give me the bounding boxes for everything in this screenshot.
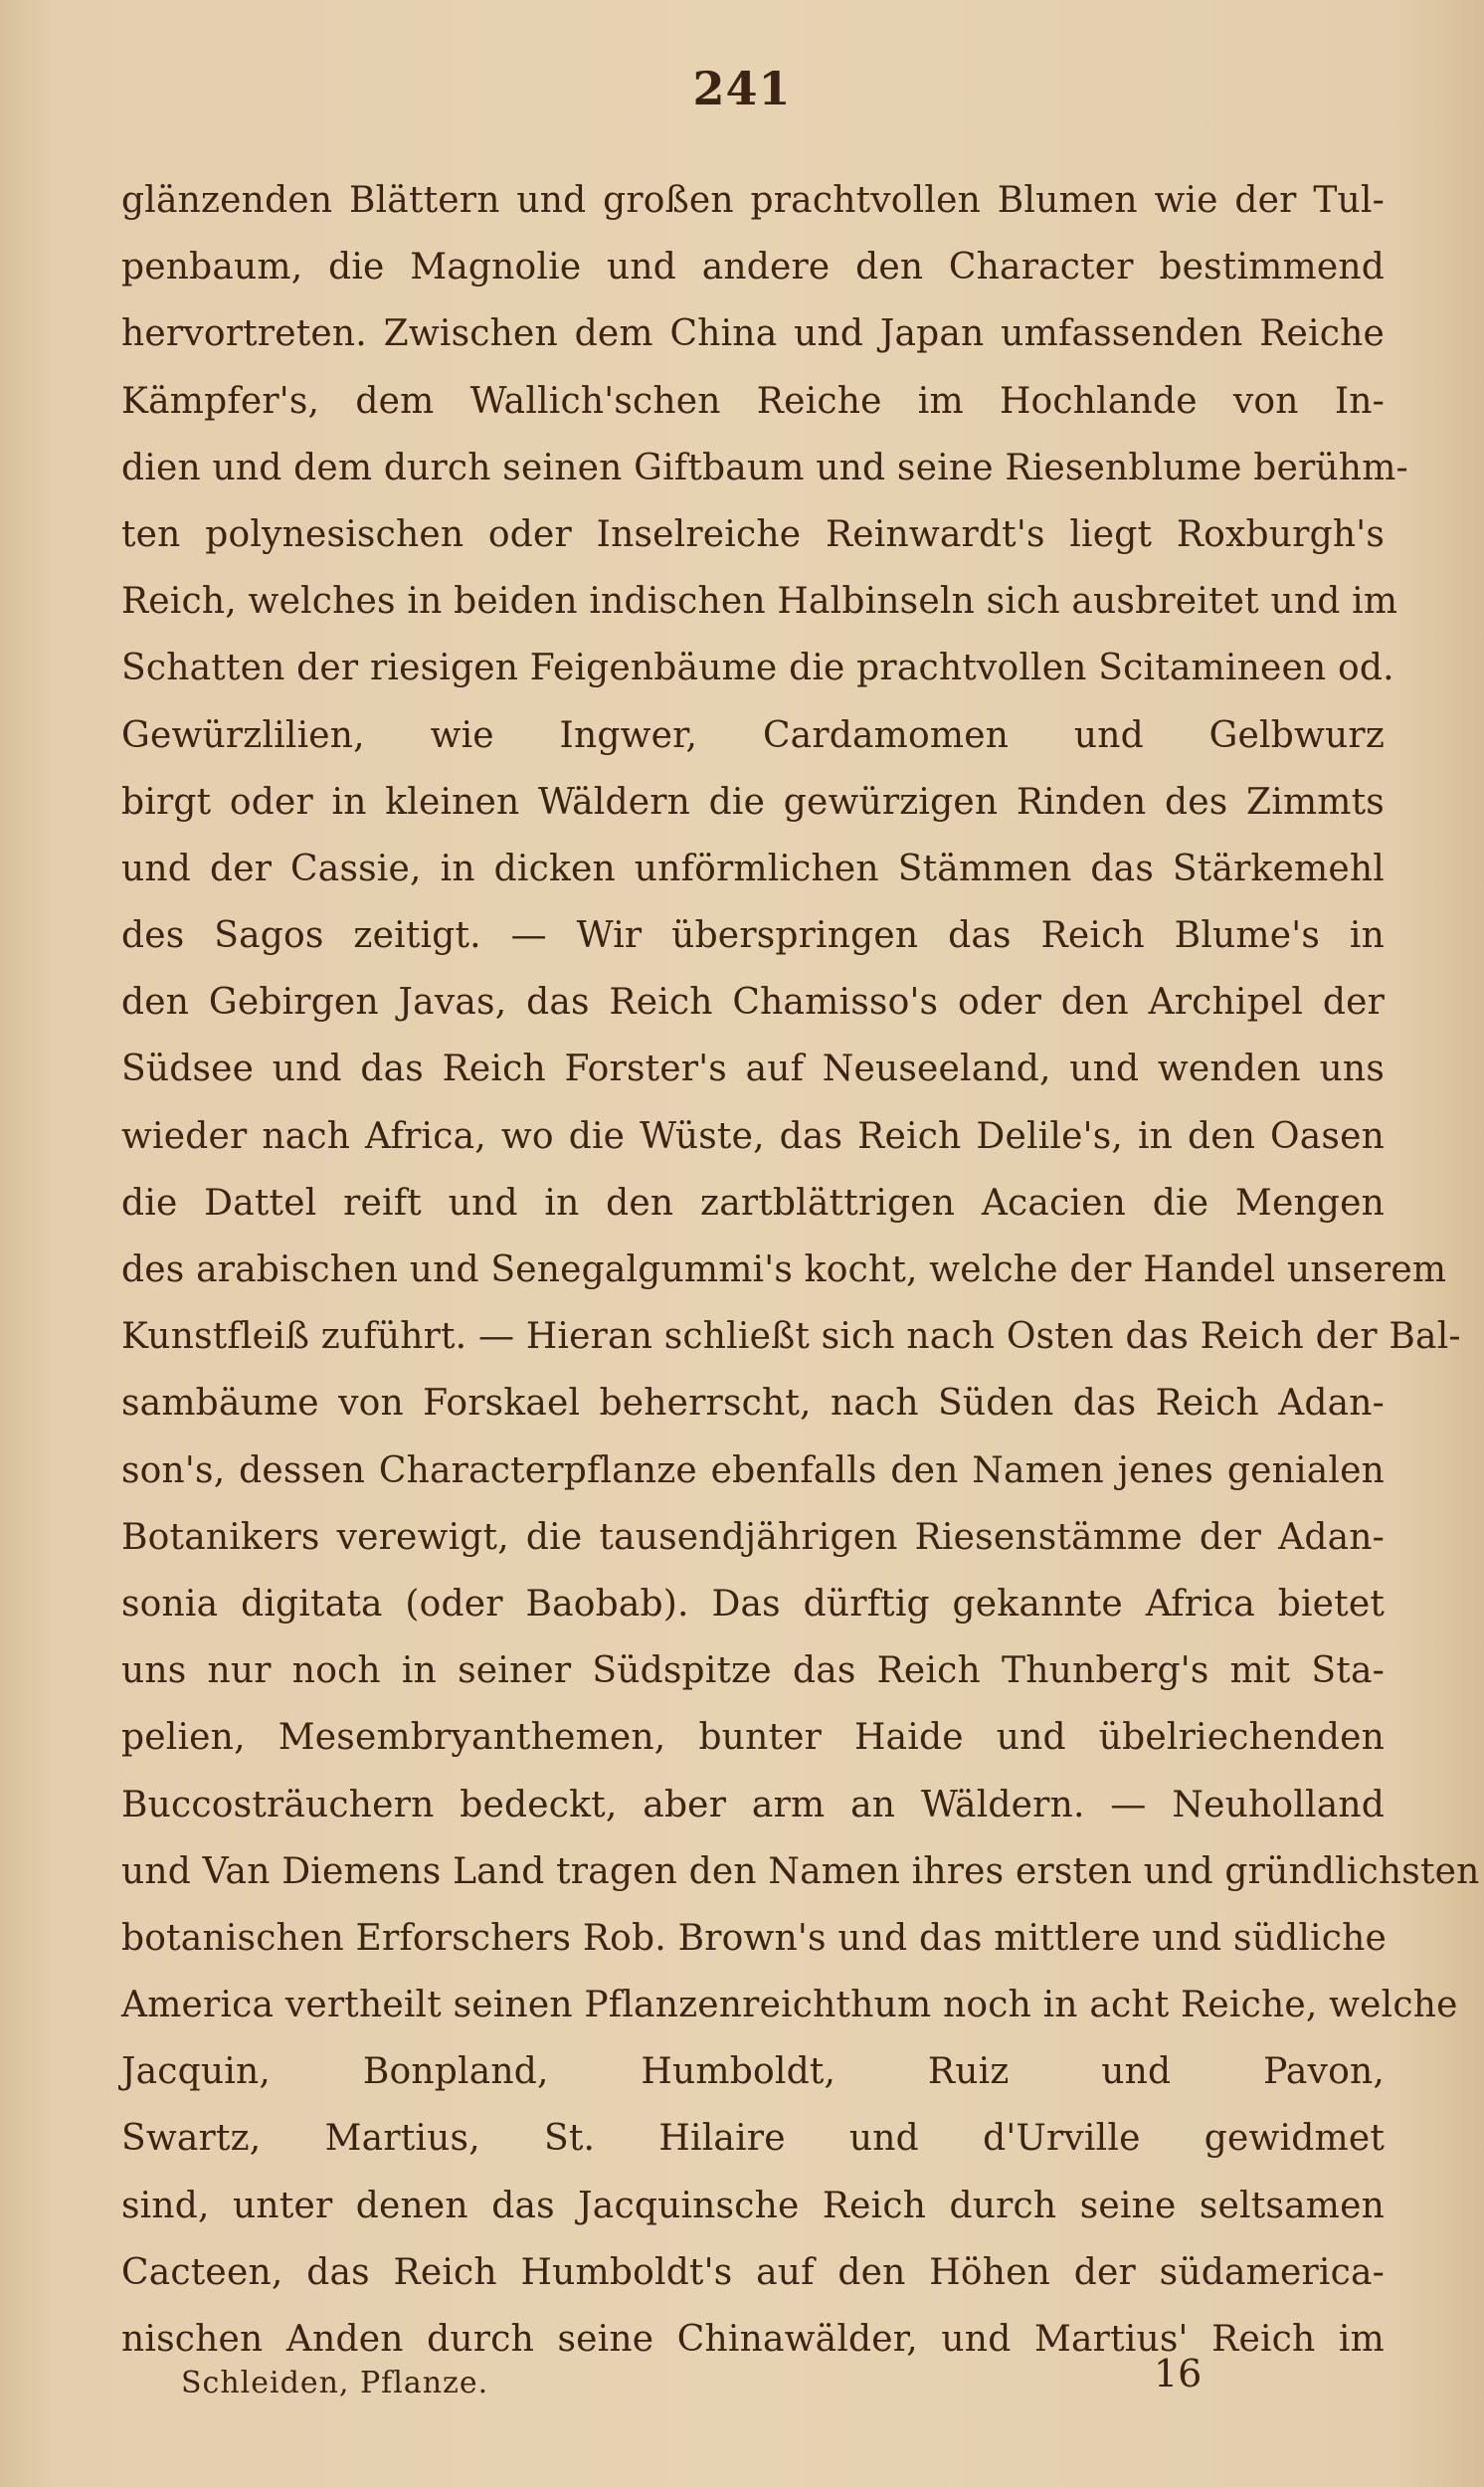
text-line: Südsee und das Reich Forster's auf Neuseeland, und wenden uns	[121, 1049, 1385, 1090]
text-line: pelien, Mesembryanthemen, bunter Haide und übelriechenden	[121, 1717, 1385, 1759]
text-line: dien und dem durch seinen Giftbaum und seine Riesenblume berühm-	[121, 447, 1408, 488]
text-line: son's, dessen Characterpflanze ebenfalls den Namen jenes genialen	[121, 1449, 1385, 1491]
page-number: 241	[692, 62, 792, 115]
text-line: penbaum, die Magnolie und andere den Character bestimmend	[121, 247, 1385, 288]
text-line: den Gebirgen Javas, das Reich Chamisso's oder den Archipel der	[121, 982, 1385, 1024]
text-line: nischen Anden durch seine Chinawälder, und Martius' Reich im	[121, 2319, 1385, 2360]
text-line: Reich, welches in beiden indischen Halbinseln sich ausbreitet und im	[121, 581, 1398, 623]
text-line: Kunstfleiß zuführt. — Hieran schließt sich nach Osten das Reich der Bal-	[121, 1316, 1461, 1358]
text-line: botanischen Erforschers Rob. Brown's und das mittlere und südliche	[121, 1917, 1388, 1959]
text-line: und Van Diemens Land tragen den Namen ihres ersten und gründlichsten	[121, 1850, 1480, 1892]
text-line: Kämpfer's, dem Wallich'schen Reiche im Hochlande von In-	[121, 380, 1385, 422]
text-line: sind, unter denen das Jacquinsche Reich durch seine seltsamen	[121, 2185, 1385, 2226]
text-line: des arabischen und Senegalgummi's kocht, welche der Handel unserem	[121, 1249, 1447, 1290]
text-line: wieder nach Africa, wo die Wüste, das Reich Delile's, in den Oasen	[121, 1115, 1385, 1157]
text-line: Cacteen, das Reich Humboldt's auf den Höhen der südamerica-	[121, 2251, 1385, 2293]
text-line: Schatten der riesigen Feigenbäume die prachtvollen Scitamineen od.	[121, 648, 1394, 689]
text-line: hervortreten. Zwischen dem China und Japan umfassenden Reiche	[121, 313, 1385, 355]
text-line: Botanikers verewigt, die tausendjährigen Riesenstämme der Adan-	[121, 1516, 1385, 1558]
text-line: sonia digitata (oder Baobab). Das dürftig gekannte Africa bietet	[121, 1583, 1385, 1625]
text-line: Jacquin, Bonpland, Humboldt, Ruiz und Pavon,	[121, 2051, 1385, 2093]
text-line: Swartz, Martius, St. Hilaire und d'Urville gewidmet	[121, 2118, 1385, 2160]
text-line: birgt oder in kleinen Wäldern die gewürzigen Rinden des Zimmts	[121, 781, 1385, 823]
text-line: und der Cassie, in dicken unförmlichen Stämmen das Stärkemehl	[121, 848, 1385, 889]
text-line: Buccosträuchern bedeckt, aber arm an Wäldern. — Neuholland	[121, 1784, 1385, 1825]
text-line: des Sagos zeitigt. — Wir überspringen das Reich Blume's in	[121, 915, 1385, 957]
text-line: sambäume von Forskael beherrscht, nach Süden das Reich Adan-	[121, 1383, 1385, 1425]
body-text	[121, 167, 1480, 2373]
text-line: uns nur noch in seiner Südspitze das Reich Thunberg's mit Sta-	[121, 1650, 1385, 1692]
printer-signature: Schleiden, Pflanze.	[181, 2366, 489, 2400]
text-line: die Dattel reift und in den zartblättrigen Acacien die Mengen	[121, 1182, 1385, 1224]
text-line: glänzenden Blättern und großen prachtvollen Blumen wie der Tul-	[121, 180, 1385, 221]
text-line: America vertheilt seinen Pflanzenreichthum noch in acht Reiche, welche	[121, 1985, 1458, 2026]
text-line: ten polynesischen oder Inselreiche Reinwardt's liegt Roxburgh's	[121, 513, 1385, 555]
sheet-number: 16	[1154, 2352, 1203, 2395]
text-line: Gewürzlilien, wie Ingwer, Cardamomen und Gelbwurz	[121, 714, 1385, 756]
